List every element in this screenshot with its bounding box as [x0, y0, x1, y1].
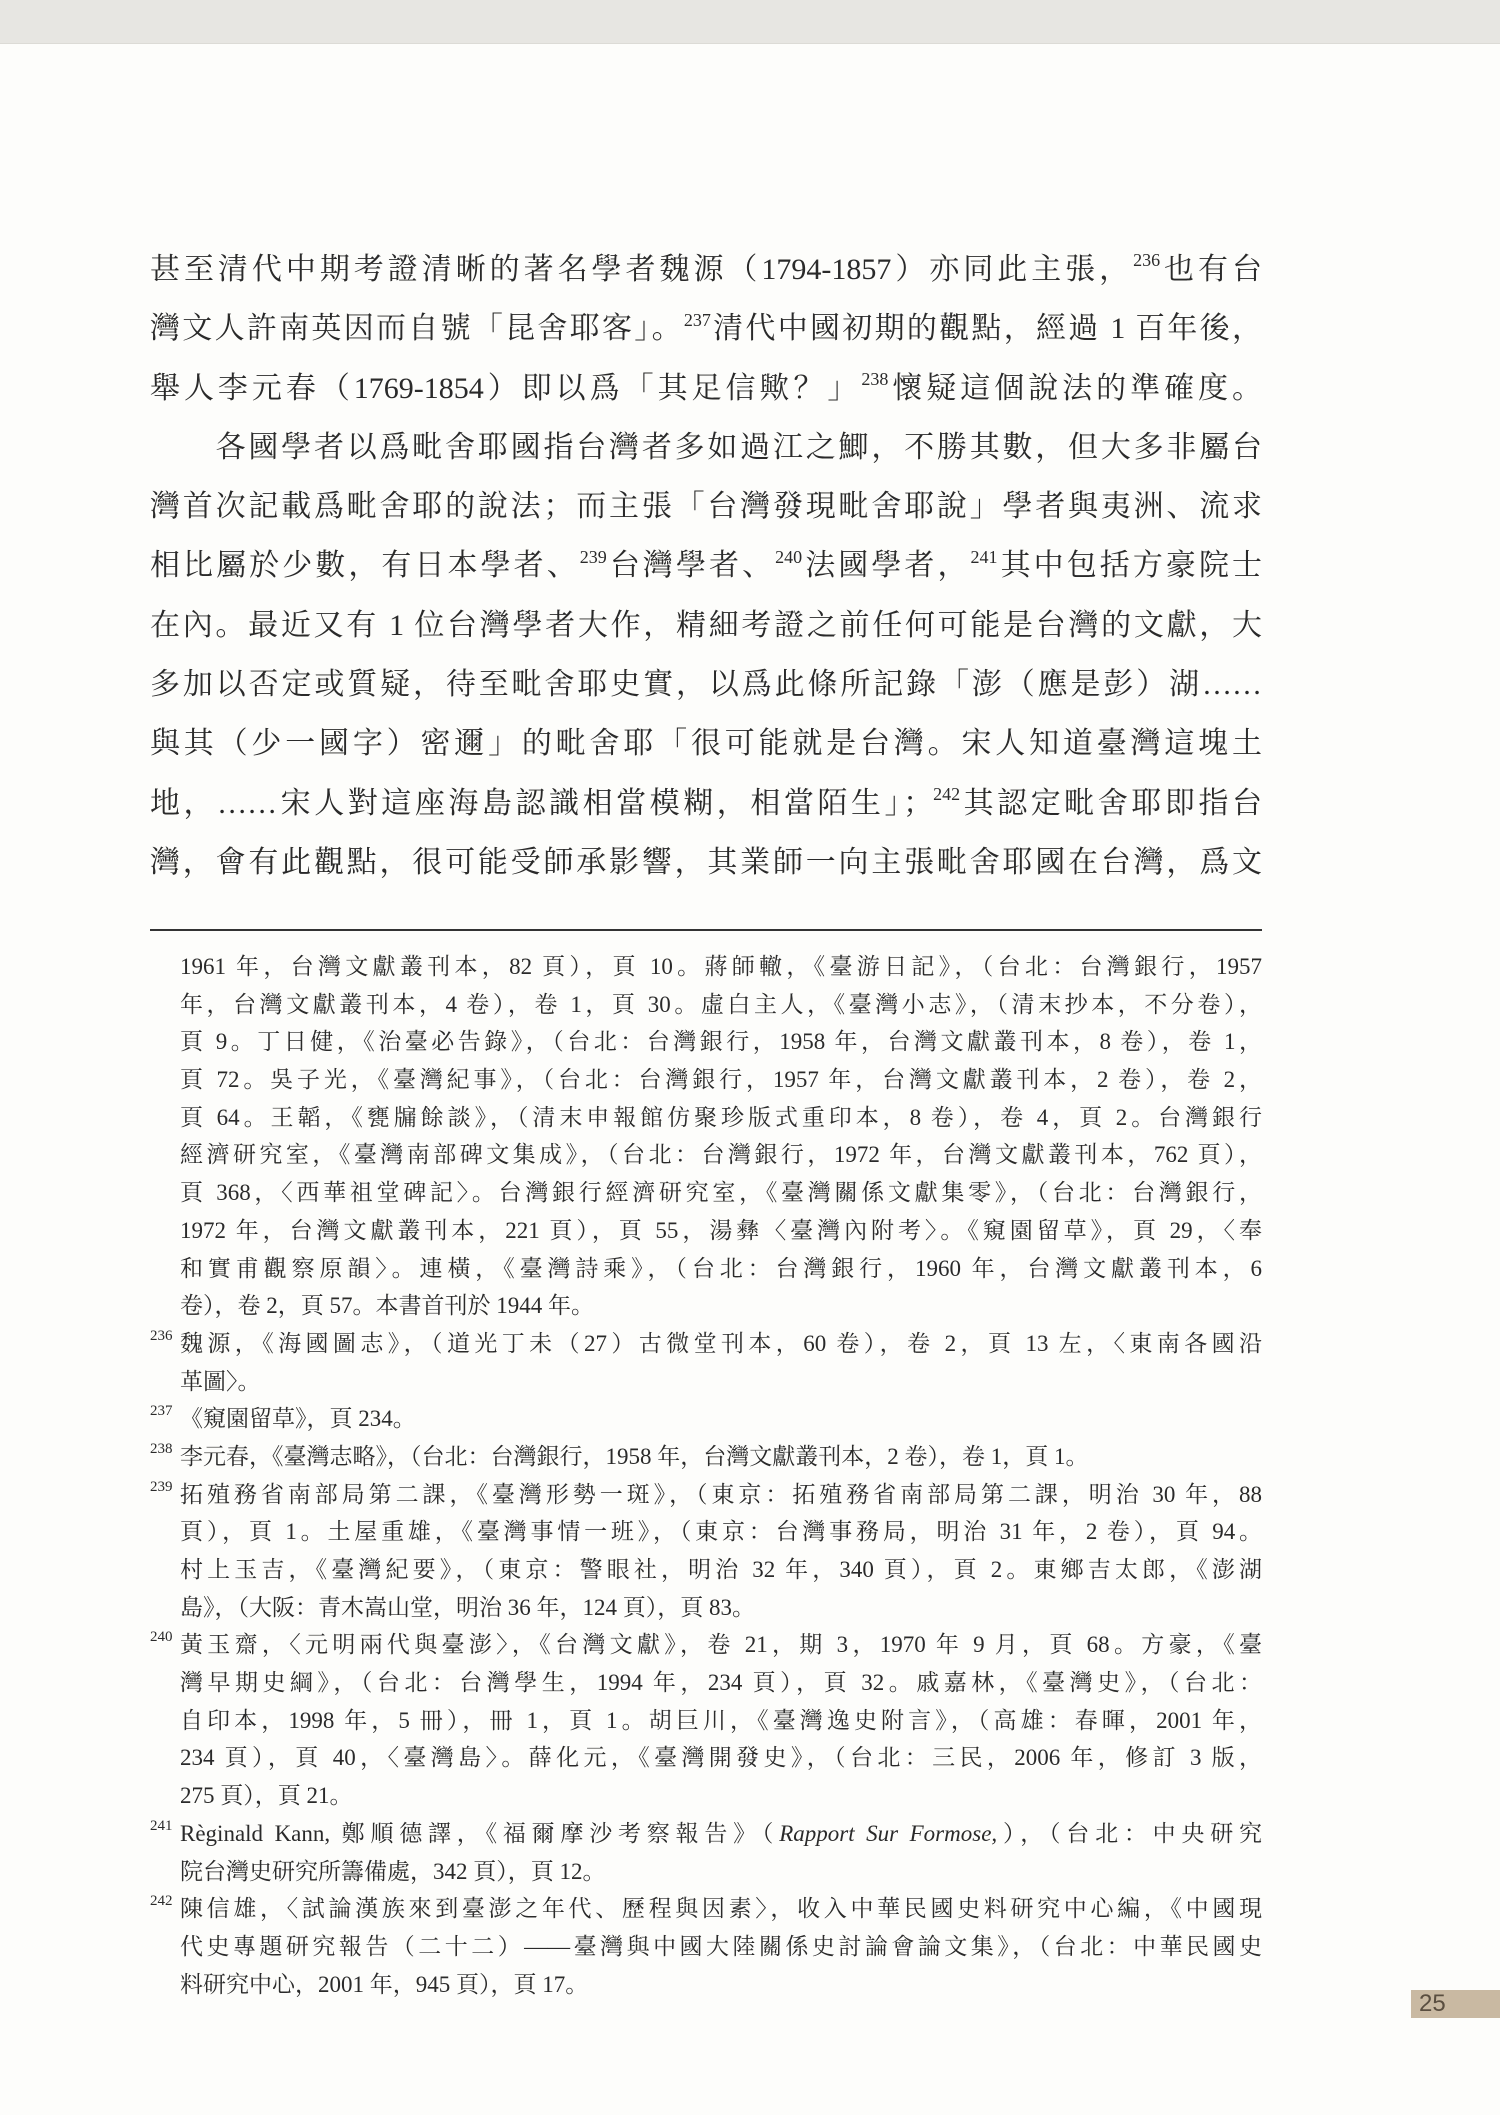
footnote-line: [150, 1174, 1262, 1212]
footnote-line: [150, 1928, 1262, 1966]
footnote: [150, 1626, 1262, 1814]
footnote-ref: 238: [861, 369, 889, 389]
text-run: Règinald Kann, 鄭順德譯，《福爾摩沙考察報告》（: [180, 1820, 780, 1846]
footnote-ref: 237: [683, 309, 711, 330]
footnote: [150, 1400, 1262, 1438]
text-run: 台灣學者、: [606, 549, 776, 583]
text-run: 黃玉齋，〈元明兩代與臺澎〉，《台灣文獻》，卷 21，期 3，1970 年 9 月，頁 68。方豪，《臺: [180, 1632, 1262, 1658]
text-run: 村上玉吉，《臺灣紀要》，（東京：警眼社，明治 32 年，340 頁），頁 2。東鄉吉太郎，《澎湖: [180, 1557, 1262, 1582]
footnote-number: 242: [150, 1893, 173, 1910]
text-run: 革圖〉。: [180, 1368, 261, 1394]
text-run: 魏源，《海國圖志》，（道光丁未（27）古微堂刊本，60 卷），卷 2，頁 13 左，〈東南各國沿: [180, 1330, 1262, 1356]
text-run: 與其（少一國字）密邇」的毗舍耶「很可能就是台灣。宋人知道臺灣這塊土: [150, 727, 1262, 761]
text-run: 懷疑這個說法的準確度。: [888, 371, 1262, 405]
footnote-line: [150, 1664, 1262, 1702]
footnote-ref: 241: [970, 546, 998, 567]
body-line: [150, 477, 1262, 536]
text-run: 其認定毗舍耶即指台: [960, 786, 1263, 820]
footnote-line: [150, 1777, 1262, 1815]
text-run: 和實甫觀察原韻〉。連橫，《臺灣詩乘》，（台北：台灣銀行，1960 年，台灣文獻叢刊本，6: [180, 1255, 1262, 1281]
text-run: 也有台: [1160, 253, 1262, 286]
footnote-line: [150, 1890, 1262, 1928]
footnote-line: [150, 948, 1262, 986]
text-run: 陳信雄，〈試論漢族來到臺澎之年代、歷程與因素〉，收入中華民國史料研究中心編，《中國現: [180, 1896, 1262, 1922]
text-run: 灣文人許南英因而自號「昆舍耶客」。: [150, 312, 684, 346]
footnote: [150, 1325, 1262, 1400]
footnote-line: [150, 1589, 1262, 1627]
text-run: 舉人李元春（1769-1854）即以爲「其足信歟？」: [150, 371, 862, 405]
text-run: 1972 年，台灣文獻叢刊本，221 頁），頁 55，湯彝〈臺灣內附考〉。《窺園留草》，頁 29，〈奉: [180, 1217, 1262, 1243]
body-line: [150, 655, 1262, 714]
footnote-line: [150, 1551, 1262, 1589]
footnote-separator: [150, 929, 1262, 931]
footnote: [150, 1476, 1262, 1627]
footnote-number: 237: [150, 1403, 173, 1420]
footnote-number: 236: [150, 1327, 173, 1344]
text-run: 代史專題研究報告（二十二）——臺灣與中國大陸關係史討論會論文集》，（台北：中華民國史: [180, 1933, 1262, 1959]
footnote-number: 240: [150, 1629, 173, 1646]
text-run: 自印本，1998 年，5 冊），冊 1，頁 1。胡巨川，《臺灣逸史附言》，（高雄：春暉，2001 年，: [180, 1707, 1262, 1733]
text-run: 灣首次記載爲毗舍耶的說法；而主張「台灣發現毗舍耶說」學者與夷洲、流求: [150, 490, 1262, 524]
footnote-line: [150, 1250, 1262, 1288]
footnote-ref: 242: [933, 784, 961, 805]
scan-top-band: [0, 0, 1500, 44]
text-run: 經濟研究室，《臺灣南部碑文集成》，（台北：台灣銀行，1972 年，台灣文獻叢刊本，762 頁），: [180, 1142, 1262, 1168]
footnote-line: [150, 1702, 1262, 1740]
footnote-ref: 236: [1133, 250, 1161, 271]
text-run: 在內。最近又有 1 位台灣學者大作，精細考證之前任何可能是台灣的文獻，大: [150, 608, 1262, 642]
footnote-line: [150, 986, 1262, 1024]
text-run: 1961 年，台灣文獻叢刊本，82 頁），頁 10。蔣師轍，《臺游日記》，（台北：台灣銀行，1957: [180, 954, 1262, 979]
text-run: 頁），頁 1。土屋重雄，《臺灣事情一班》，（東京：台灣事務局，明治 31 年，2 卷），頁 94。: [180, 1519, 1262, 1545]
body-line: [150, 418, 1262, 477]
footnote-line: [150, 1400, 1262, 1438]
body-line: [150, 774, 1262, 833]
footnote-line: [150, 1476, 1262, 1514]
text-run: 各國學者以爲毗舍耶國指台灣者多如過江之鯽，不勝其數，但大多非屬台: [150, 430, 1262, 464]
text-run: 清代中國初期的觀點，經過 1 百年後，: [710, 312, 1263, 346]
italic-title: Rapport Sur Formose,: [779, 1820, 998, 1846]
footnote-line: [150, 1363, 1262, 1401]
footnote-line: [150, 1325, 1262, 1363]
footnote-line: [150, 1966, 1262, 2004]
footnote-line: [150, 1853, 1262, 1891]
body-line: [150, 714, 1262, 773]
footnote-ref: 240: [775, 546, 803, 567]
text-run: ），（台北：中央研究: [997, 1820, 1262, 1846]
text-run: 灣，會有此觀點，很可能受師承影響，其業師一向主張毗舍耶國在台灣，爲文: [150, 845, 1262, 879]
footnote-line: [150, 1136, 1262, 1174]
text-run: 其中包括方豪院士: [997, 549, 1263, 583]
body-text: [150, 240, 1262, 892]
footnote: [150, 948, 1262, 1325]
text-run: 卷），卷 2，頁 57。本書首刊於 1944 年。: [180, 1293, 594, 1319]
text-run: 頁 9。丁日健，《治臺必告錄》，（台北：台灣銀行，1958 年，台灣文獻叢刊本，8 卷），卷 1，: [180, 1029, 1262, 1055]
footnote-line: [150, 1438, 1262, 1476]
text-run: 料研究中心，2001 年，945 頁），頁 17。: [180, 1971, 589, 1997]
text-run: 院台灣史研究所籌備處，342 頁），頁 12。: [180, 1858, 606, 1884]
footnotes: [150, 948, 1262, 2003]
footnote: [150, 1438, 1262, 1476]
text-run: 甚至清代中期考證清晰的著名學者魏源（1794-1857）亦同此主張，: [150, 253, 1134, 286]
text-run: 法國學者，: [802, 549, 971, 583]
footnote-ref: 239: [579, 546, 607, 567]
footnote-line: [150, 1099, 1262, 1137]
body-line: [150, 299, 1262, 358]
text-run: 頁 72。吳子光，《臺灣紀事》，（台北：台灣銀行，1957 年，台灣文獻叢刊本，2 卷），卷 2，: [180, 1067, 1262, 1093]
body-line: [150, 596, 1262, 655]
text-run: 頁 64。王韜，《甕牖餘談》，（清末申報館仿聚珍版式重印本，8 卷），卷 4，頁 2。台灣銀行: [180, 1104, 1262, 1130]
body-line: [150, 536, 1262, 595]
text-run: 島》，（大阪：青木嵩山堂，明治 36 年，124 頁），頁 83。: [180, 1594, 755, 1620]
footnote-line: [150, 1287, 1262, 1325]
text-run: 相比屬於少數，有日本學者、: [150, 549, 580, 583]
footnote-number: 241: [150, 1817, 173, 1834]
footnote: [150, 1815, 1262, 1890]
text-run: 頁 368，〈西華祖堂碑記〉。台灣銀行經濟研究室，《臺灣關係文獻集零》，（台北：台灣銀行，: [180, 1180, 1262, 1206]
body-line: [150, 359, 1262, 418]
footnote-line: [150, 1626, 1262, 1664]
footnote-number: 238: [150, 1440, 173, 1457]
page-number: 25: [1411, 1990, 1500, 2018]
footnote-line: [150, 1513, 1262, 1551]
text-run: 灣早期史綱》，（台北：台灣學生，1994 年，234 頁），頁 32。戚嘉林，《臺灣史》，（台北：: [180, 1670, 1262, 1696]
footnote-line: [150, 1815, 1262, 1853]
footnote-number: 239: [150, 1478, 173, 1495]
text-run: 年，台灣文獻叢刊本，4 卷），卷 1，頁 30。虛白主人，《臺灣小志》，（清末抄本，不分卷），: [180, 991, 1262, 1017]
footnote-line: [150, 1739, 1262, 1777]
body-line: [150, 833, 1262, 892]
text-run: 多加以否定或質疑，待至毗舍耶史實，以爲此條所記錄「澎（應是彭）湖……: [150, 668, 1262, 702]
text-run: 拓殖務省南部局第二課，《臺灣形勢一斑》，（東京：拓殖務省南部局第二課，明治 30 年，88: [180, 1481, 1262, 1507]
footnote-line: [150, 1061, 1262, 1099]
text-run: 《窺園留草》，頁 234。: [180, 1406, 416, 1432]
text-run: 275 頁），頁 21。: [180, 1783, 353, 1809]
footnote: [150, 1890, 1262, 2003]
body-line: [150, 240, 1262, 299]
text-run: 李元春，《臺灣志略》，（台北：台灣銀行，1958 年，台灣文獻叢刊本，2 卷），卷 1，頁 1。: [180, 1443, 1089, 1469]
text-run: 地，……宋人對這座海島認識相當模糊，相當陌生」；: [150, 786, 934, 820]
footnote-line: [150, 1212, 1262, 1250]
text-run: 234 頁），頁 40，〈臺灣島〉。薛化元，《臺灣開發史》，（台北：三民，2006 年，修訂 3 版，: [180, 1745, 1262, 1771]
footnote-line: [150, 1023, 1262, 1061]
